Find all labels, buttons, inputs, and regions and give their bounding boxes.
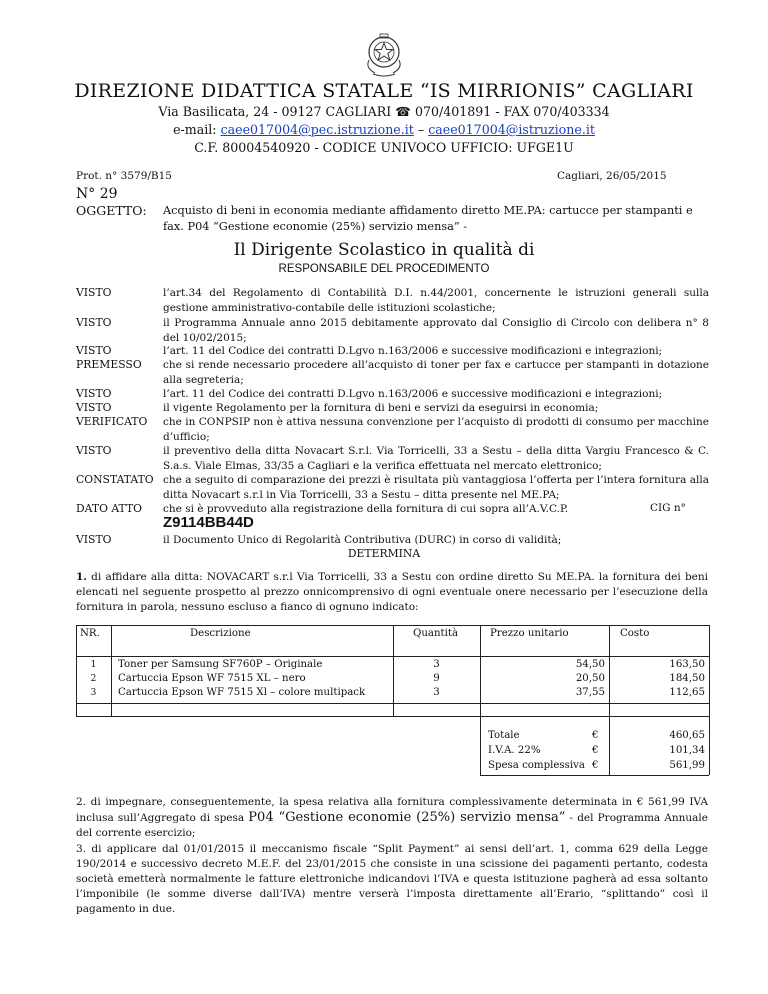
point-2-text-c: - del Programma Annuale del corrente esercizio; [76,812,709,839]
grand-total-currency: € [592,760,599,771]
row-quantity: 9 [433,673,440,684]
col-header-cost: Costo [620,628,650,639]
subject-text: Acquisto di beni in economia mediante affidamento diretto ME.PA: cartucce per stampanti e fax. P04 “Gestione economie (25%) servizio mensa” - [163,204,693,233]
premise-label: VISTO [76,316,112,329]
premise-text: che in CONPSIP non è attiva nessuna convenzione per l’acquisto di prodotti di consumo per macchine d’ufficio; [163,416,709,443]
phone-fax: 070/401891 - FAX 070/403334 [414,104,610,119]
row-nr: 3 [90,688,97,698]
point-1-number: 1. [76,571,87,583]
vat-label: I.V.A. 22% [488,745,541,756]
email-line [0,122,768,137]
premise-label: VERIFICATO [76,415,148,428]
row-description: Toner per Samsung SF760P – Originale [118,659,323,670]
telephone-icon: ☎ [395,104,411,119]
col-header-quantity: Quantità [413,628,459,639]
premise-label: VISTO [76,401,112,414]
row-nr: 1 [90,660,97,670]
premise-label: CONSTATATO [76,473,154,486]
cig-label: CIG n° [650,502,686,514]
premise-text: che si è provveduto alla registrazione della fornitura di cui sopra all’A.V.C.P. [163,503,569,515]
row-cost: 163,50 [669,659,705,670]
determination-number: N° 29 [76,186,118,202]
point-2-text-a: 2. di impegnare, conseguentemente, la spesa relativa alla fornitura complessivamente determinata in € 561,99 IVA inclusa sull’Aggregato di spesa [76,796,708,824]
email-separator: – [417,122,425,137]
grand-total-label: Spesa complessiva [488,760,585,771]
protocol-number: Prot. n° 3579/B15 [76,170,172,182]
vat-value: 101,34 [669,745,705,756]
premise-text: che a seguito di comparazione dei prezzi è risultata più vantaggiosa l’offerta per l’intera fornitura alla ditta Novacart s.r.l in Via Torricelli, 33 a Sestu – ditta presente nel ME.PA; [163,474,709,501]
premise-text: il vigente Regolamento per la fornitura di beni e servizi da eseguirsi in economia; [163,402,599,414]
premise-label: VISTO [76,286,112,299]
premise-text: il Programma Annuale anno 2015 debitamente approvato dal Consiglio di Circolo con delibera n° 8 del 10/02/2015; [163,317,709,344]
italian-republic-emblem-icon [361,30,407,78]
premise-text: che si rende necessario procedere all’acquisto di toner per fax e cartucce per stampanti in dotazione alla segreteria; [163,359,709,386]
row-cost: 112,65 [669,687,705,698]
address: Via Basilicata, 24 - 09127 CAGLIARI [158,104,392,119]
row-description: Cartuccia Epson WF 7515 Xl – colore multipack [118,687,366,698]
premise-label: VISTO [76,533,112,546]
point-2-aggregate: P04 “Gestione economie (25%) servizio mensa” [248,810,566,825]
premise-label: VISTO [76,387,112,400]
row-description: Cartuccia Epson WF 7515 XL – nero [118,673,306,684]
subject-label: OGGETTO: [76,203,147,218]
total-label: Totale [488,730,520,741]
address-line [0,104,768,119]
document-date: Cagliari, 26/05/2015 [557,170,667,182]
premise-label: VISTO [76,344,112,357]
total-value: 460,65 [669,730,705,741]
email-link[interactable]: caee017004@istruzione.it [428,122,595,137]
premise-label: DATO ATTO [76,502,143,515]
row-quantity: 3 [433,687,440,698]
premise-label: PREMESSO [76,358,142,371]
point-3: 3. di applicare dal 01/01/2015 il meccanismo fiscale “Split Payment” ai sensi dell’art. 1, comma 629 della Legge 190/2014 e successivo decreto M.E.F. del 23/01/2015 che consiste in una scissione dei pagamenti pertanto, codesta società emetterà normalmente le fatture elettroniche indicandovi l’IVA e questa istituzione pagherà ad essa soltanto l’imponibile (le somme diverse dall’IVA) mentre verserà l’imposta direttamente all’Erario, “splittando” così il pagamento in due. [76,843,708,915]
premise-text: l’art. 11 del Codice dei contratti D.Lgvo n.163/2006 e successive modificazioni e integrazioni; [163,345,663,357]
dirigente-subtitle: RESPONSABILE DEL PROCEDIMENTO [278,263,490,275]
email-label: e-mail: [173,122,217,137]
grand-total-value: 561,99 [669,760,705,771]
point-1-text: di affidare alla ditta: NOVACART s.r.l Via Torricelli, 33 a Sestu con ordine diretto Su ME.PA. la fornitura dei beni elencati nel seguente prospetto al prezzo onnicomprensivo di ogni eventuale onere necessario per l’esecuzione della fornitura in parola, nessuno escluso a fianco di ognuno indicato: [76,571,708,613]
vat-currency: € [592,745,599,756]
premise-text: il Documento Unico di Regolarità Contributiva (DURC) in corso di validità; [163,534,562,546]
row-unit-price: 20,50 [575,673,605,684]
point-2 [76,795,708,841]
cig-code: Z9114BB44D [163,514,254,531]
col-header-description: Descrizione [190,628,251,639]
total-currency: € [592,730,599,741]
fiscal-code-line: C.F. 80004540920 - CODICE UNIVOCO UFFICIO: UFGE1U [194,140,574,155]
school-name: DIREZIONE DIDATTICA STATALE “IS MIRRIONIS” CAGLIARI [74,80,694,102]
pec-email-link[interactable]: caee017004@pec.istruzione.it [220,122,414,137]
row-cost: 184,50 [669,673,705,684]
row-unit-price: 37,55 [575,687,605,698]
premise-text: l’art.34 del Regolamento di Contabilità D.I. n.44/2001, concernente le istruzioni generali sulla gestione amministrativo-contabile delle istituzioni scolastiche; [163,287,709,314]
dirigente-title: Il Dirigente Scolastico in qualità di [233,240,535,260]
row-unit-price: 54,50 [575,659,605,670]
determina-heading: DETERMINA [347,547,421,560]
point-1 [76,570,708,615]
premise-label: VISTO [76,444,112,457]
row-quantity: 3 [433,659,440,670]
row-nr: 2 [90,674,97,684]
col-header-unit-price: Prezzo unitario [490,628,569,639]
premise-text: l’art. 11 del Codice dei contratti D.Lgvo n.163/2006 e successive modificazioni e integrazioni; [163,388,663,400]
premise-text: il preventivo della ditta Novacart S.r.l. Via Torricelli, 33 a Sestu – della ditta Vargiu Francesco & C. S.a.s. Viale Elmas, 33/35 a Cagliari e la verifica effettuata nel mercato elettronico; [163,445,709,472]
col-header-nr: NR. [80,628,100,639]
